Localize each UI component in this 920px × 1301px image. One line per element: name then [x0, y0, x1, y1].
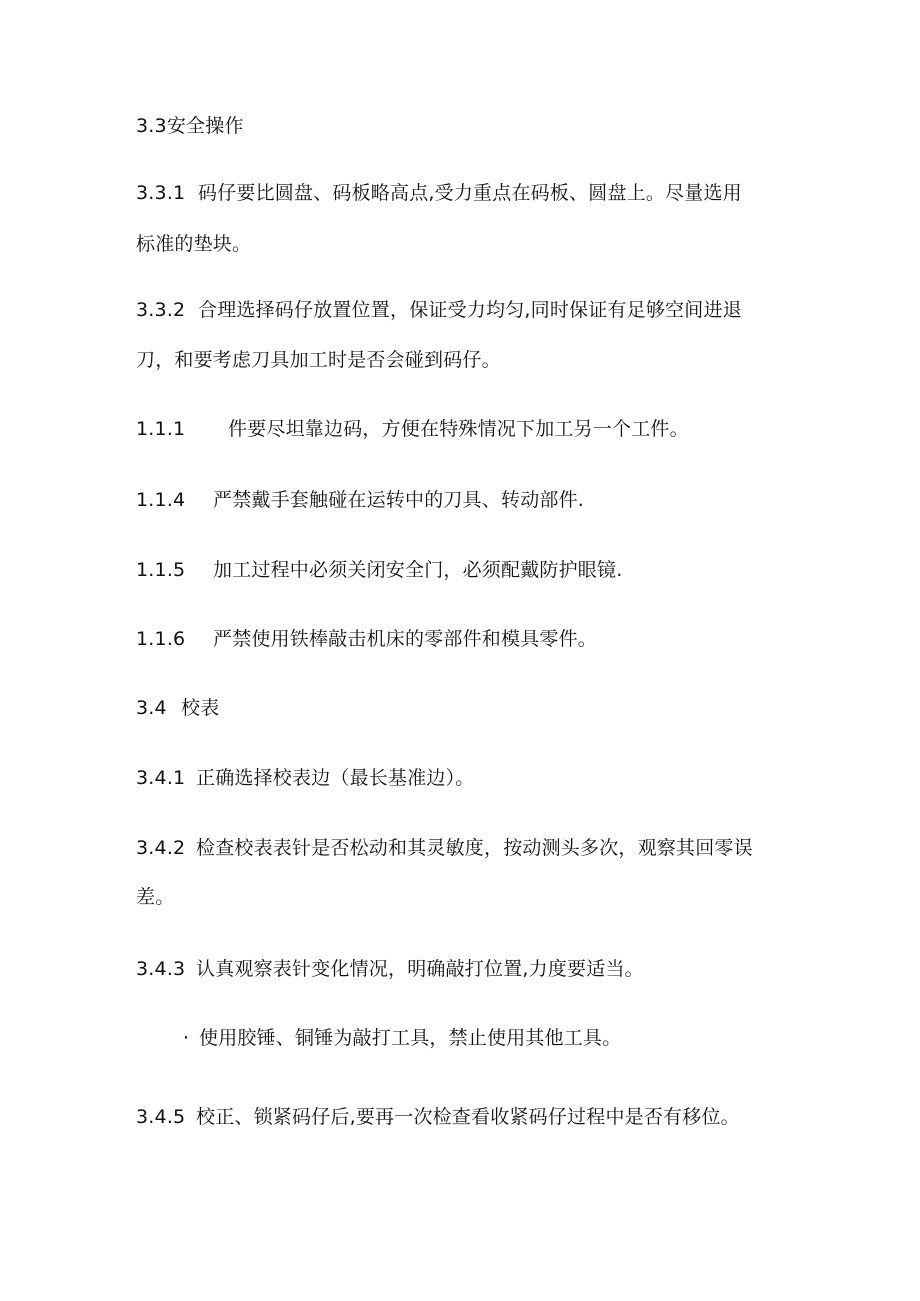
- item-number: 3.4.2: [136, 837, 186, 859]
- item-number: 3.4.5: [136, 1106, 186, 1128]
- item-text: 严禁使用铁棒敲击机床的零部件和模具零件。: [213, 628, 598, 650]
- item-text-continued: 刀，和要考虑刀具加工时是否会碰到码仔。: [136, 349, 501, 371]
- item-text: 校正、锁紧码仔后,要再一次检查看收紧码仔过程中是否有移位。: [196, 1106, 740, 1128]
- paragraph-bullet-item: [183, 1025, 621, 1051]
- paragraph-3-4-1: [136, 765, 475, 791]
- item-text: 码仔要比圆盘、码板略高点,受力重点在码板、圆盘上。尽量选用: [198, 182, 742, 204]
- paragraph-3-4-5: [136, 1104, 740, 1130]
- item-text: 严禁戴手套触碰在运转中的刀具、转动部件.: [213, 489, 585, 511]
- item-text: 检查校表表针是否松动和其灵敏度，按动测头多次，观察其回零误: [196, 837, 753, 859]
- item-number: 3.3.1: [136, 182, 186, 204]
- paragraph-1-1-4: [136, 487, 584, 513]
- item-number: 3.3.2: [136, 299, 186, 321]
- section-number: 3.4: [136, 697, 167, 719]
- bullet-marker: ·: [183, 1027, 190, 1049]
- paragraph-1-1-1: [136, 416, 689, 442]
- paragraph-1-1-5: [136, 557, 622, 583]
- item-number: 3.4.1: [136, 767, 186, 789]
- item-number: 1.1.4: [136, 489, 186, 511]
- paragraph-3-4-2-line1: [136, 835, 753, 861]
- item-text-continued: 差。: [136, 886, 175, 908]
- item-text: 认真观察表针变化情况，明确敲打位置,力度要适当。: [196, 958, 644, 980]
- section-heading-3-3: [136, 113, 244, 139]
- paragraph-3-3-1-line1: [136, 180, 742, 206]
- paragraph-3-3-1-line2: [136, 231, 251, 257]
- item-text: 合理选择码仔放置位置，保证受力均匀,同时保证有足够空间进退: [198, 299, 742, 321]
- paragraph-3-3-2-line2: [136, 347, 501, 373]
- item-text: 加工过程中必须关闭安全门，必须配戴防护眼镜.: [213, 559, 623, 581]
- section-heading-3-4: [136, 695, 219, 721]
- item-text-continued: 标准的垫块。: [136, 233, 252, 255]
- item-number: 1.1.5: [136, 559, 186, 581]
- item-number: 1.1.6: [136, 628, 186, 650]
- paragraph-1-1-6: [136, 626, 597, 652]
- paragraph-3-3-2-line1: [136, 297, 742, 323]
- item-text: 使用胶锤、铜锤为敲打工具，禁止使用其他工具。: [199, 1027, 622, 1049]
- paragraph-3-4-2-line2: [136, 884, 174, 910]
- item-text: 件要尽坦靠边码，方便在特殊情况下加工另一个工件。: [228, 418, 689, 440]
- item-number: 3.4.3: [136, 958, 186, 980]
- paragraph-3-4-3: [136, 956, 644, 982]
- section-heading-text: 校表: [181, 697, 220, 719]
- section-heading-text: 3.3安全操作: [136, 115, 244, 137]
- item-text: 正确选择校表边（最长基准边）。: [196, 767, 475, 789]
- item-number: 1.1.1: [136, 418, 186, 440]
